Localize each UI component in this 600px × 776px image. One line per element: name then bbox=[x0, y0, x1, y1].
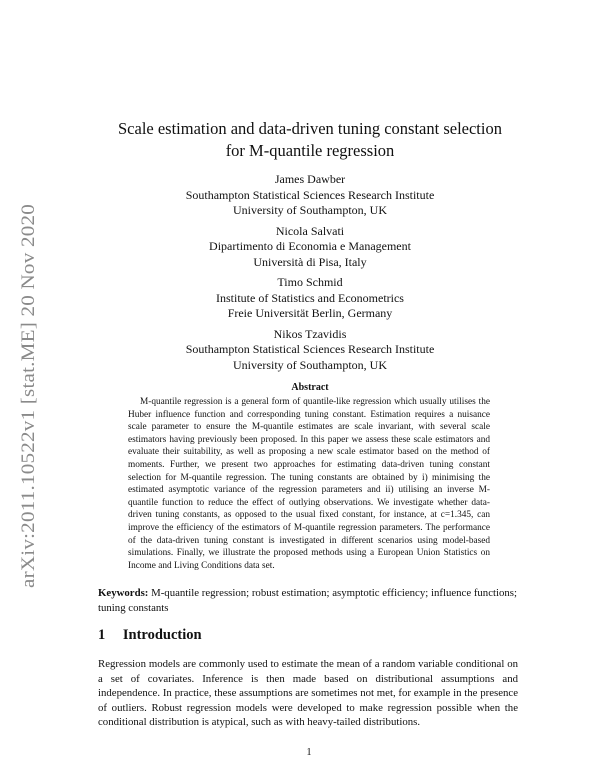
author-affiliation: Southampton Statistical Sciences Research Institute bbox=[185, 342, 435, 356]
paper-title bbox=[60, 118, 560, 162]
section-number: 1 bbox=[98, 627, 106, 643]
abstract-heading: Abstract bbox=[291, 382, 329, 393]
author-affiliation: Southampton Statistical Sciences Research Institute bbox=[185, 187, 435, 202]
title-line-1: Scale estimation and data-driven tuning constant selection bbox=[118, 119, 502, 138]
keywords-text: M-quantile regression; robust estimation; asymptotic efficiency; influence functions; tuning constants bbox=[98, 587, 517, 614]
author-affiliation: Università di Pisa, Italy bbox=[253, 254, 367, 269]
author-block bbox=[60, 172, 560, 378]
title-line-2: for M-quantile regression bbox=[225, 141, 395, 160]
arxiv-stamp bbox=[14, 200, 40, 588]
author-2 bbox=[60, 224, 560, 271]
keywords bbox=[98, 586, 518, 615]
author-affiliation: Dipartimento di Economia e Management bbox=[209, 239, 411, 253]
author-affiliation: Institute of Statistics and Econometrics bbox=[216, 290, 404, 305]
section-title: Introduction bbox=[122, 627, 202, 643]
page-number: 1 bbox=[306, 747, 312, 758]
author-1 bbox=[60, 172, 560, 219]
arxiv-stamp-text: arXiv:2011.10522v1 [stat.ME] 20 Nov 2020 bbox=[19, 250, 39, 588]
author-affiliation: University of Southampton, UK bbox=[233, 203, 387, 217]
author-name: Nicola Salvati bbox=[275, 223, 345, 238]
introduction-paragraph: Regression models are commonly used to estimate the mean of a random variable conditional on a set of covariates. Inference is then made based on distributional assumptions and independence. In practice, these assumptions are sometimes not met, for example in the presence of outliers. Robust regression models were developed to make regression possible when the conditional distribution is atypical, such as with heavy-tailed distributions. bbox=[98, 658, 518, 728]
author-affiliation: Freie Universität Berlin, Germany bbox=[227, 306, 393, 320]
author-3 bbox=[60, 275, 560, 322]
abstract-body: M-quantile regression is a general form of quantile-like regression which usually utilises the Huber influence function and corresponding tuning constant. Estimation requires a nuisance scale parameter to ensure the M-quantile estimates are scale invariant, with several scale estimators having previously been proposed. In this paper we assess these scale estimators and evaluate their suitability, as well as proposing a new scale estimator based on the method of moments. Further, we present two approaches for estimating data-driven tuning constant selection for M-quantile regression. The tuning constants are obtained by i) minimising the estimated asymptotic variance of the regression parameters and ii) utilising an inverse M-quantile function to reduce the effect of outlying observations. We investigate whether data-driven tuning constants, as opposed to the usual fixed constant, for instance, at c=1.345, can improve the efficiency of the estimators of M-quantile regression parameters. The performance of the data-driven tuning constant is investigated in different scenarios using model-based simulations. Finally, we illustrate the proposed methods using a European Union Statistics on Income and Living Conditions data set. bbox=[128, 397, 490, 571]
keywords-label: Keywords: bbox=[98, 587, 149, 599]
author-name: Nikos Tzavidis bbox=[273, 326, 347, 341]
author-name: Timo Schmid bbox=[277, 275, 343, 289]
author-4 bbox=[60, 327, 560, 374]
author-affiliation: University of Southampton, UK bbox=[233, 357, 387, 372]
author-name: James Dawber bbox=[274, 172, 346, 186]
section-heading-introduction bbox=[98, 627, 202, 644]
arxiv-stamp-svg bbox=[14, 200, 40, 588]
